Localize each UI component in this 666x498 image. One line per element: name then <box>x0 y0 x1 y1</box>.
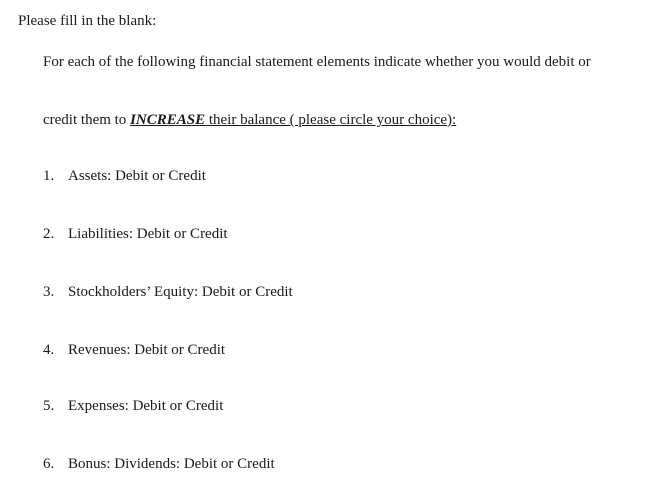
item-number: 3. <box>43 284 55 300</box>
item-text: Stockholders’ Equity: Debit or Credit <box>68 284 293 300</box>
increase-emphasis: INCREASE <box>130 112 206 128</box>
prompt-text: Please fill in the blank: <box>18 13 157 29</box>
instructions-suffix: their balance ( please circle your choice): <box>205 112 457 128</box>
item-text: Liabilities: Debit or Credit <box>68 226 228 242</box>
item-text: Expenses: Debit or Credit <box>68 398 224 414</box>
list-item-dividends <box>43 456 275 473</box>
item-number: 5. <box>43 398 55 414</box>
list-item-expenses <box>43 398 223 415</box>
list-item-liabilities <box>43 226 228 243</box>
list-item-assets <box>43 168 206 185</box>
list-item-revenues <box>43 342 225 359</box>
item-text: Assets: Debit or Credit <box>68 168 206 184</box>
list-item-stockholders-equity <box>43 284 293 301</box>
instructions-prefix: credit them to <box>43 112 131 128</box>
item-text: Bonus: Dividends: Debit or Credit <box>68 456 275 472</box>
item-number: 1. <box>43 168 55 184</box>
item-number: 6. <box>43 456 55 472</box>
instructions-line-1: For each of the following financial statement elements indicate whether you would debit or <box>43 54 591 70</box>
item-text: Revenues: Debit or Credit <box>68 342 226 358</box>
item-number: 2. <box>43 226 55 242</box>
item-number: 4. <box>43 342 55 358</box>
instructions-line-2 <box>43 112 456 129</box>
